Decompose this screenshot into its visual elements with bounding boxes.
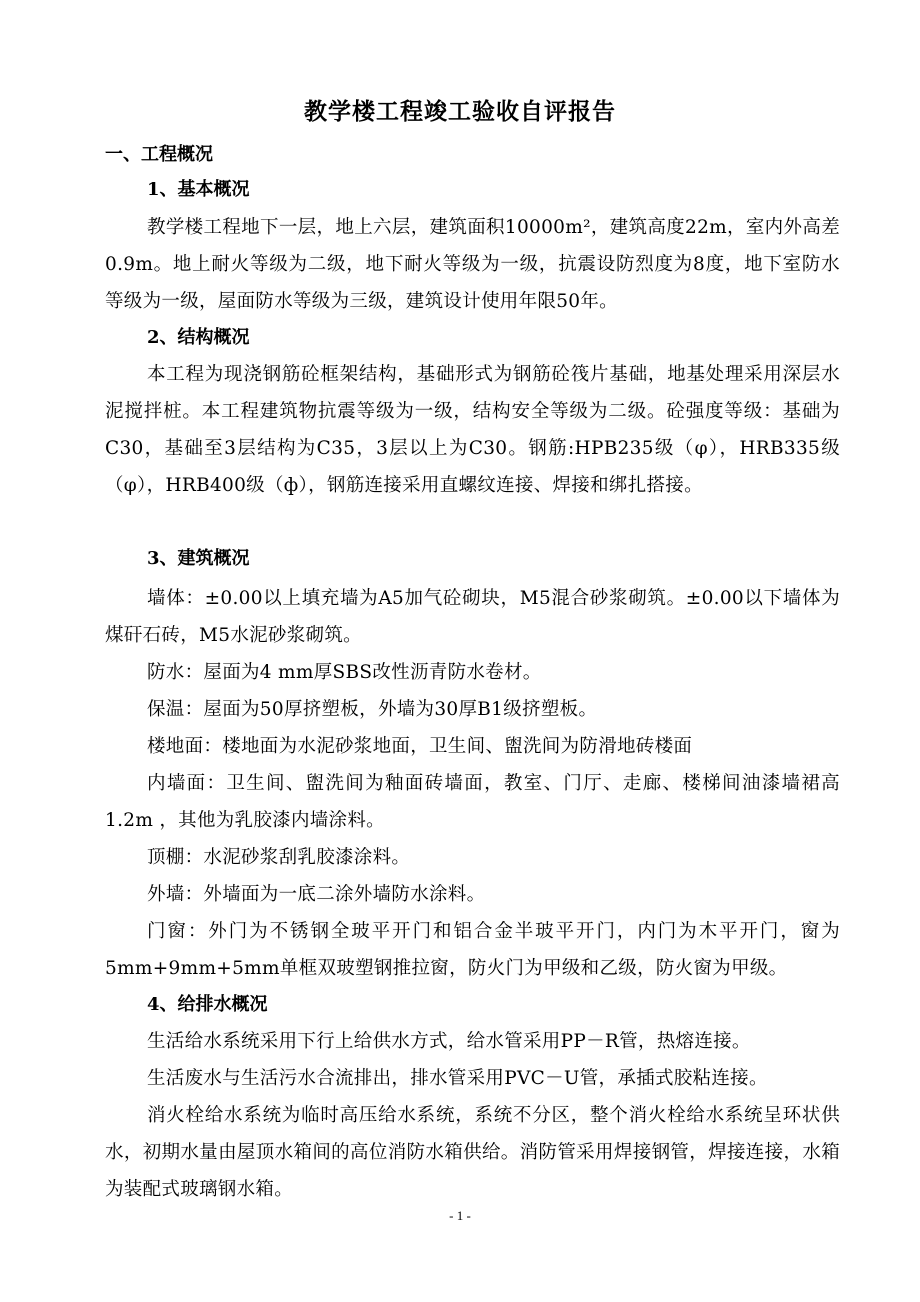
section-heading-overview: 一、工程概况 [105,144,213,165]
paragraph-exterior-wall: 外墙：外墙面为一底二涂外墙防水涂料。 [147,884,486,905]
document-title: 教学楼工程竣工验收自评报告 [304,98,616,125]
subheading-plumbing: 4、给排水概况 [147,994,268,1015]
paragraph-doors-windows: 门窗：外门为不锈钢全玻平开门和铝合金半玻平开门，内门为木平开门，窗为5mm+9mm+5mm单框双玻塑钢推拉窗，防火门为甲级和乙级，防火窗为甲级。 [105,921,840,979]
paragraph-drainage: 生活废水与生活污水合流排出，排水管采用PVC－U管，承插式胶粘连接。 [147,1068,768,1089]
paragraph-fire-hydrant: 消火栓给水系统为临时高压给水系统，系统不分区，整个消火栓给水系统呈环状供水，初期水量由屋顶水箱间的高位消防水箱供给。消防管采用焊接钢管，焊接连接，水箱为装配式玻璃钢水箱。 [105,1105,840,1200]
subheading-architecture: 3、建筑概况 [147,548,250,569]
paragraph-basic: 教学楼工程地下一层，地上六层，建筑面积10000m²，建筑高度22m，室内外高差0.9m。地上耐火等级为二级，地下耐火等级为一级，抗震设防烈度为8度，地下室防水等级为一级，屋面防水等级为三级，建筑设计使用年限50年。 [105,217,840,312]
paragraph-waterproof: 防水：屋面为4 mm厚SBS改性沥青防水卷材。 [147,662,542,683]
paragraph-ceiling: 顶棚：水泥砂浆刮乳胶漆涂料。 [147,847,411,868]
subheading-structure: 2、结构概况 [147,327,250,348]
paragraph-water-supply: 生活给水系统采用下行上给供水方式，给水管采用PP－R管，热熔连接。 [147,1031,751,1052]
paragraph-wall: 墙体：±0.00以上填充墙为A5加气砼砌块，M5混合砂浆砌筑。±0.00以下墙体为煤矸石砖，M5水泥砂浆砌筑。 [105,588,840,646]
subheading-basic: 1、基本概况 [147,179,250,200]
paragraph-interior-wall: 内墙面：卫生间、盥洗间为釉面砖墙面，教室、门厅、走廊、楼梯间油漆墙裙高1.2m ，其他为乳胶漆内墙涂料。 [105,773,840,831]
paragraph-insulation: 保温：屋面为50厚挤塑板，外墙为30厚B1级挤塑板。 [147,699,598,720]
paragraph-floor: 楼地面：楼地面为水泥砂浆地面，卫生间、盥洗间为防滑地砖楼面 [147,736,693,757]
page-number: - 1 - [449,1208,471,1223]
paragraph-structure: 本工程为现浇钢筋砼框架结构，基础形式为钢筋砼筏片基础，地基处理采用深层水泥搅拌桩。本工程建筑物抗震等级为一级，结构安全等级为二级。砼强度等级：基础为C30，基础至3层结构为C35，3层以上为C30。钢筋:HPB235级（φ），HRB335级（φ），HRB400级（ф），钢筋连接采用直螺纹连接、焊接和绑扎搭接。 [105,364,840,496]
